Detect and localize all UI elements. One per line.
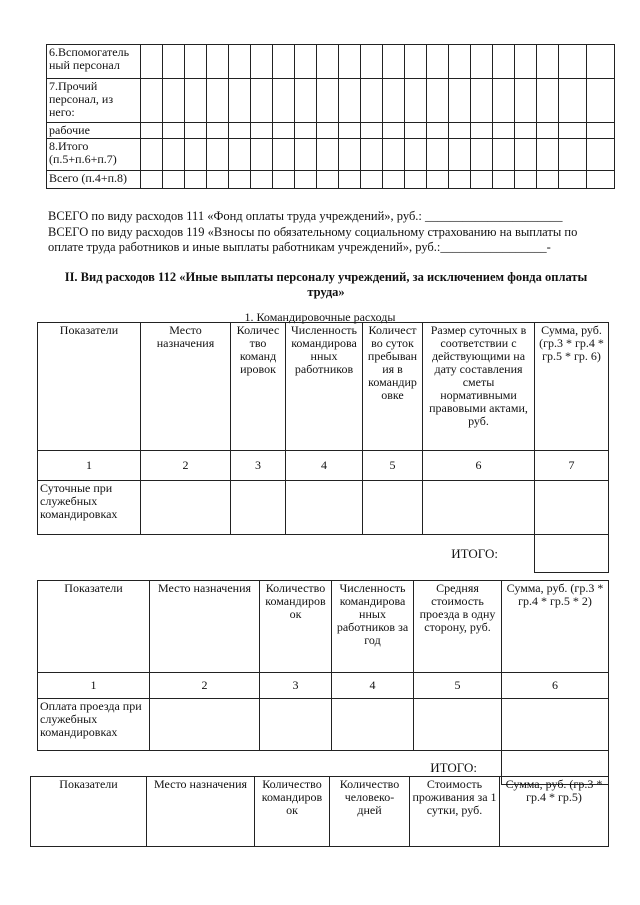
total-111-line: ВСЕГО по виду расходов 111 «Фонд оплаты труда учреждений», руб.: ______________________ (48, 209, 563, 223)
col-number: 1 (38, 451, 141, 481)
row-label: 6.Вспомогатель ный персонал (47, 45, 141, 79)
col-number: 3 (260, 673, 332, 699)
number-row (38, 673, 609, 699)
col-header: Показатели (38, 581, 150, 673)
col-header: Количество командиров ок (255, 777, 330, 847)
row-label: Всего (п.4+п.8) (47, 171, 141, 189)
col-header: Место назначения (147, 777, 255, 847)
number-row (38, 451, 609, 481)
col-header: Сумма, руб. (гр.3 * гр.4 * гр.5 * гр. 6) (535, 323, 609, 451)
col-number: 2 (141, 451, 231, 481)
col-header: Показатели (38, 323, 141, 451)
table-row (47, 79, 615, 123)
col-number: 7 (535, 451, 609, 481)
table-row (38, 699, 609, 751)
section-heading: II. Вид расходов 112 «Иные выплаты персоналу учреждений, за исключением фонда оплаты труда» (64, 270, 588, 299)
header-row (38, 581, 609, 673)
col-header: Сумма, руб. (гр.3 * гр.4 * гр.5 * 2) (502, 581, 609, 673)
col-header: Показатели (31, 777, 147, 847)
col-number: 2 (150, 673, 260, 699)
col-number: 4 (286, 451, 363, 481)
header-row (38, 323, 609, 451)
total-row (38, 535, 609, 573)
col-number: 5 (363, 451, 423, 481)
staff-table (46, 44, 615, 189)
total-label: ИТОГО: (451, 546, 498, 562)
col-header: Численность командирова нных работников (286, 323, 363, 451)
col-header: Стоимость проживания за 1 сутки, руб. (410, 777, 500, 847)
col-header: Количество человеко- дней (330, 777, 410, 847)
total-label: ИТОГО: (430, 760, 477, 776)
subsection-heading: 1. Командировочные расходы (244, 310, 396, 324)
table-row (38, 481, 609, 535)
total-value (535, 535, 609, 573)
col-header: Количес тво команд ировок (231, 323, 286, 451)
per-diem-table (37, 322, 609, 573)
col-header: Количест во суток пребыван ия в командир овке (363, 323, 423, 451)
total-119-line: ВСЕГО по виду расходов 119 «Взносы по обязательному социальному страхованию на выплаты по оплате труда работников и иные выплаты работникам учреждений», руб.:_________________- (48, 225, 578, 254)
row-label: 7.Прочий персонал, из него: (47, 79, 141, 123)
col-header: Место назначения (141, 323, 231, 451)
col-header: Размер суточных в соответствии с действующими на дату составления сметы нормативными правовыми актами, руб. (423, 323, 535, 451)
col-number: 4 (332, 673, 414, 699)
table-row (47, 171, 615, 189)
col-number: 1 (38, 673, 150, 699)
col-header: Численность командирова нных работников за год (332, 581, 414, 673)
col-header: Средняя стоимость проезда в одну сторону, руб. (414, 581, 502, 673)
col-number: 5 (414, 673, 502, 699)
col-number: 3 (231, 451, 286, 481)
col-header: Место назначения (150, 581, 260, 673)
row-label: Суточные при служебных командировках (38, 481, 141, 535)
col-header: Количество командиров ок (260, 581, 332, 673)
travel-fare-table (37, 580, 609, 785)
header-row (31, 777, 609, 847)
row-label: рабочие (47, 123, 141, 139)
row-label: Оплата проезда при служебных командировках (38, 699, 150, 751)
accommodation-table (30, 776, 609, 847)
table-row (47, 139, 615, 171)
table-row (47, 123, 615, 139)
row-label: 8.Итого (п.5+п.6+п.7) (47, 139, 141, 171)
col-header: Сумма, руб. (гр.3 * гр.4 * гр.5) (500, 777, 609, 847)
col-number: 6 (423, 451, 535, 481)
col-number: 6 (502, 673, 609, 699)
table-row (47, 45, 615, 79)
